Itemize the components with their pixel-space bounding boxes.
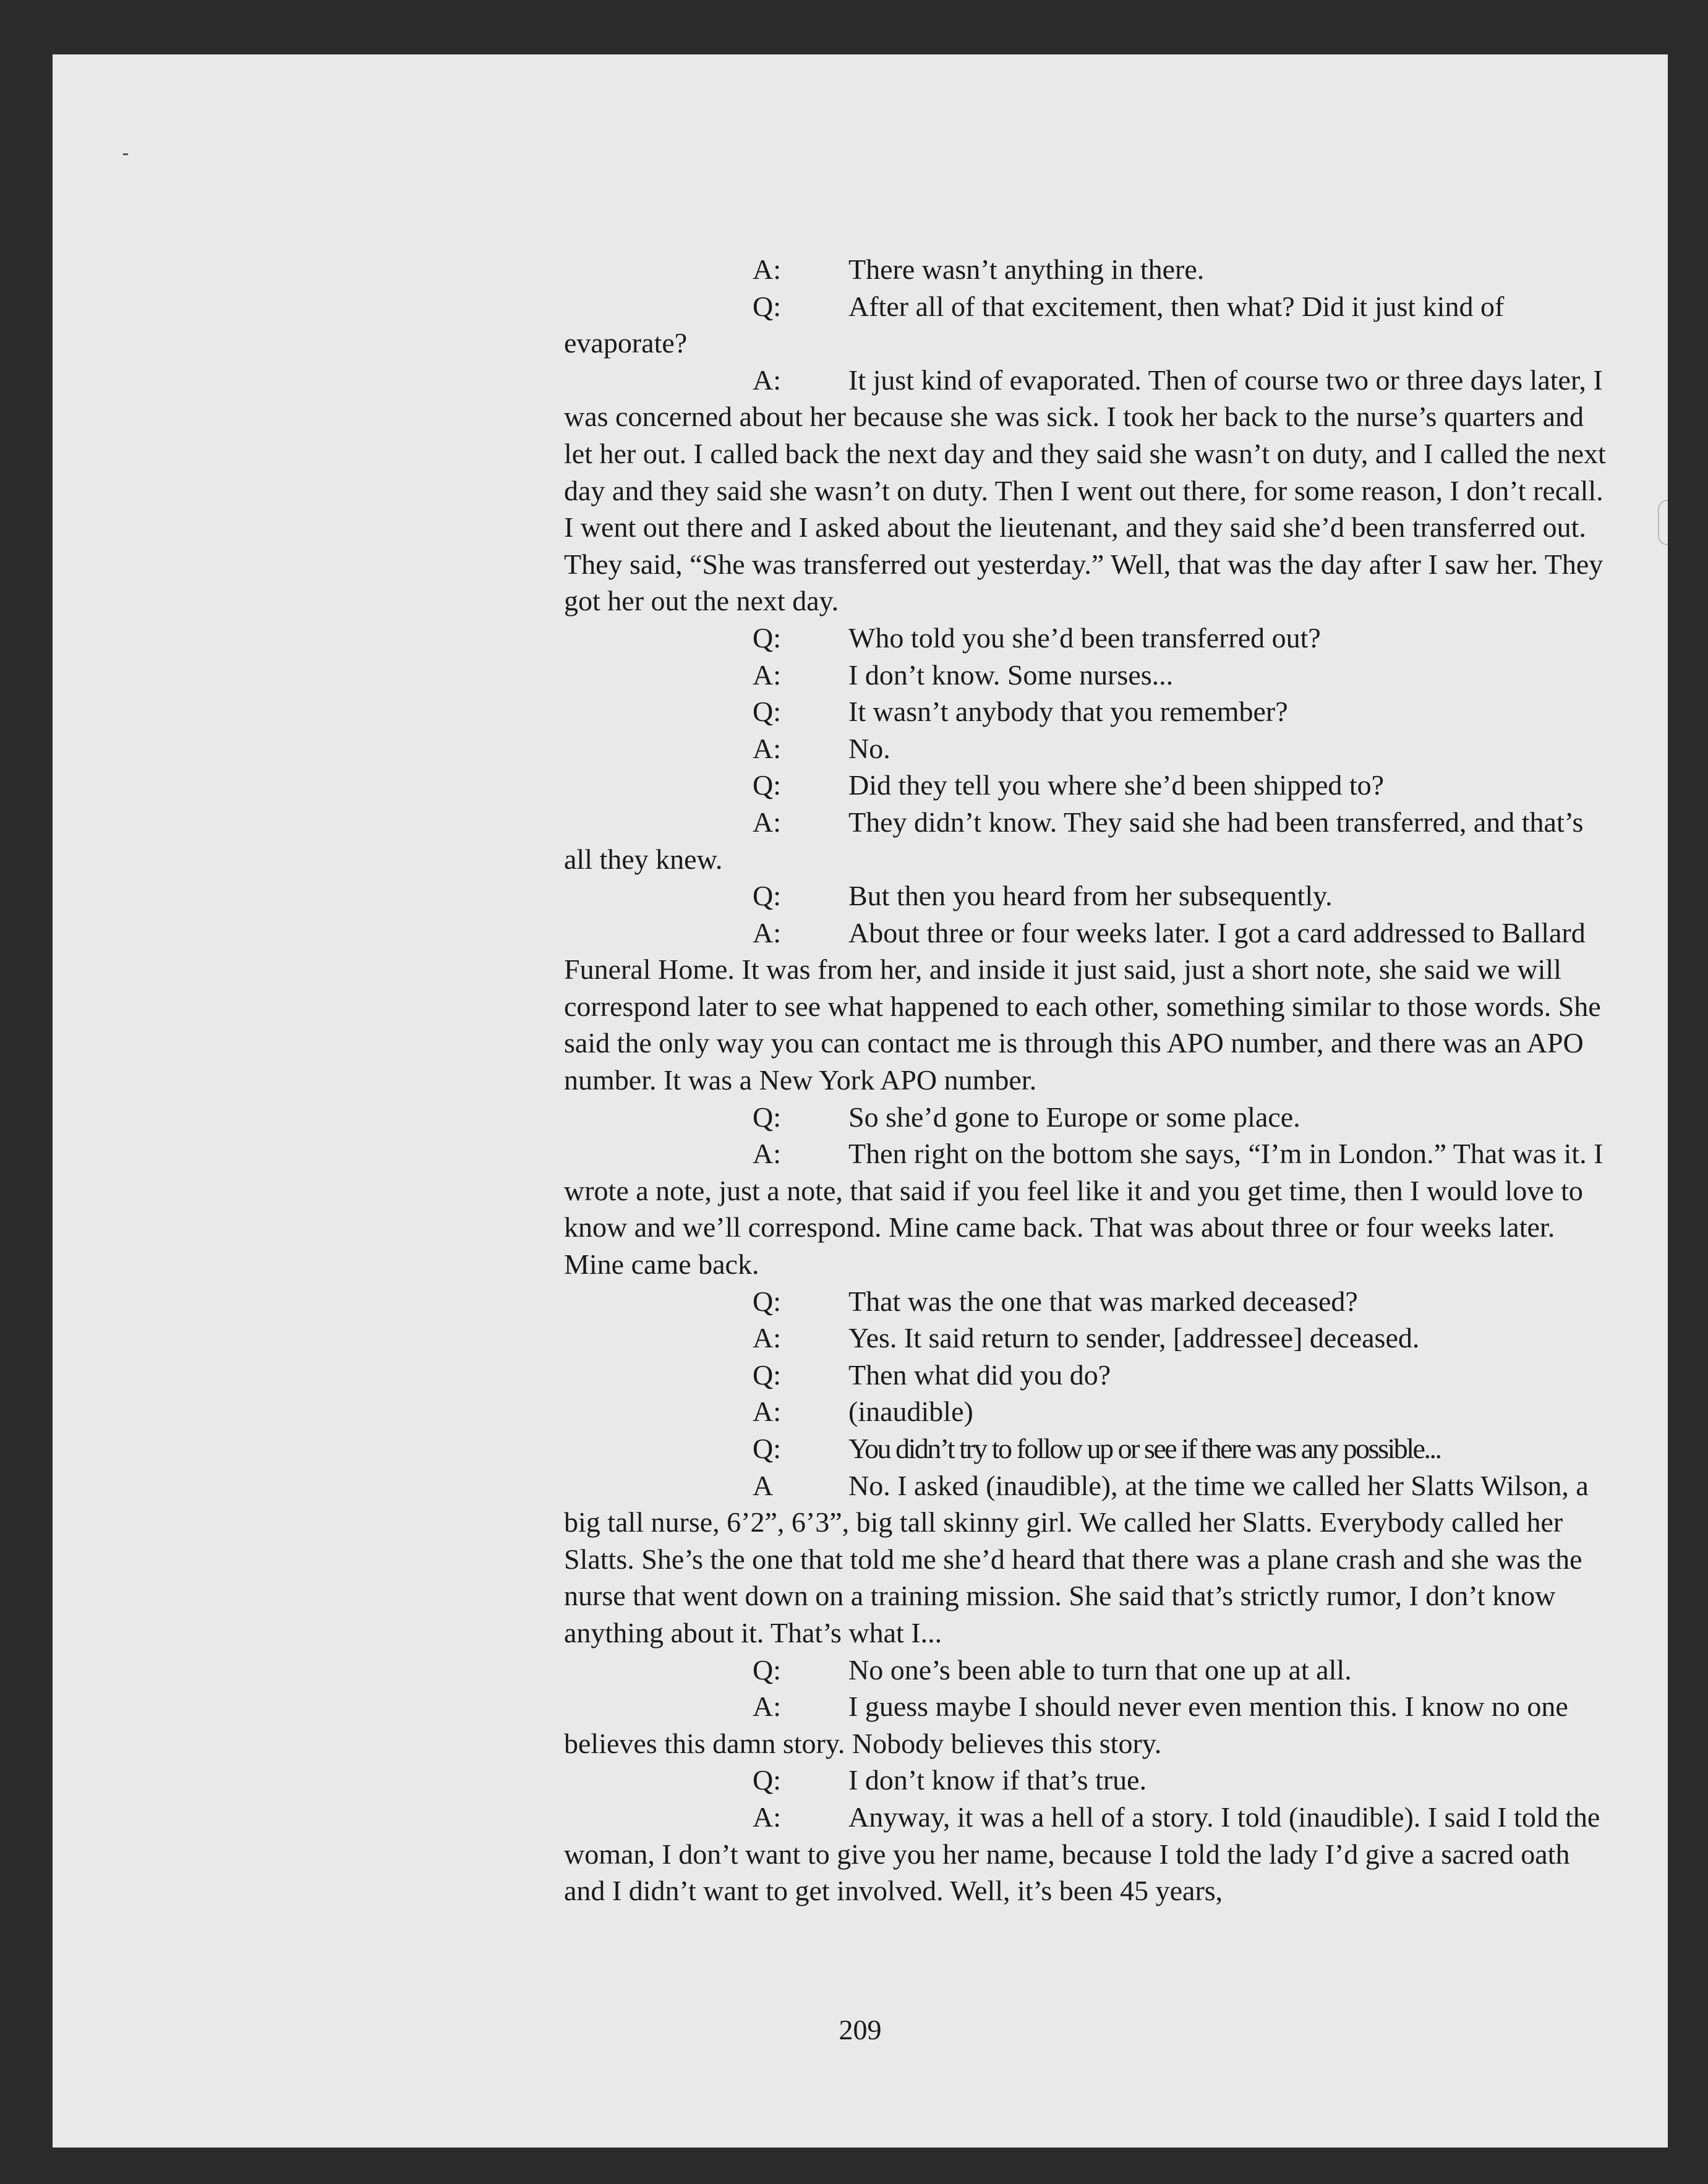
- transcript-entry: [564, 877, 1615, 915]
- speech-text: About three or four weeks later. I got a card addressed to Ballard Funeral Home. It was from her, and inside it just said, just a short note, she said we will correspond later to see what happened to each other, something similar to those words. She said the only way you can contact me is through this APO number, and there was an APO number. It was a New York APO number.: [564, 916, 1601, 1096]
- transcript-entry: [564, 362, 1615, 620]
- transcript-entry: [564, 1135, 1615, 1282]
- speaker-label: A:: [753, 1138, 781, 1170]
- speaker-label: Q:: [753, 1433, 781, 1464]
- speaker-label: Q:: [753, 769, 781, 801]
- speech-text: It just kind of evaporated. Then of course two or three days later, I was concerned about her because she was sick. I took her back to the nurse’s quarters and let her out. I called back the next day and they said she wasn’t on duty, and I called the next day and they said she wasn’t on duty. Then I went out there, for some reason, I don’t recall. I went out there and I asked about the lieutenant, and they said she’d been transferred out. They said, “She was transferred out yesterday.” Well, that was the day after I saw her. They got her out the next day.: [564, 364, 1606, 617]
- speech-text: I don’t know. Some nurses...: [848, 659, 1174, 691]
- transcript-entry: [564, 767, 1615, 804]
- transcript-entry: [564, 1393, 1615, 1430]
- speaker-label: Q:: [753, 1653, 781, 1686]
- transcript-entry: [564, 1799, 1615, 1909]
- transcript-entry: [564, 693, 1615, 730]
- transcript-entry: [564, 251, 1615, 288]
- speaker-label: Q:: [753, 696, 781, 728]
- transcript-entry: [564, 1283, 1615, 1320]
- speaker-label: A:: [753, 1691, 781, 1723]
- speaker-label: A:: [753, 1801, 781, 1833]
- speech-text: They didn’t know. They said she had been transferred, and that’s all they knew.: [564, 806, 1584, 875]
- speaker-label: Q:: [753, 621, 781, 654]
- speaker-label: A:: [753, 732, 781, 764]
- speech-text: Then right on the bottom she says, “I’m in London.” That was it. I wrote a note, just a note, that said if you feel like it and you get time, then I would love to know and we’ll correspond. Mine came back. That was about three or four weeks later. Mine came back.: [564, 1138, 1603, 1281]
- speaker-label: Q:: [753, 880, 781, 912]
- transcript-entry: [564, 1099, 1615, 1136]
- transcript-entry: [564, 1430, 1615, 1467]
- speaker-label: Q:: [753, 1359, 781, 1391]
- transcript-entry: [564, 620, 1615, 657]
- speech-text: Did they tell you where she’d been shipped to?: [848, 769, 1385, 801]
- transcript-entry: [564, 730, 1615, 767]
- speaker-label: Q:: [753, 290, 781, 322]
- speech-text: Yes. It said return to sender, [addressee] deceased.: [848, 1322, 1420, 1354]
- speaker-label: Q:: [753, 1764, 781, 1796]
- speech-text: That was the one that was marked deceased?: [848, 1285, 1358, 1317]
- speech-text: It wasn’t anybody that you remember?: [848, 696, 1288, 728]
- speech-text: Who told you she’d been transferred out?: [848, 621, 1321, 654]
- transcript-entry: [564, 804, 1615, 877]
- speaker-label: A: [753, 1469, 774, 1501]
- speech-text: I guess maybe I should never even mention this. I know no one believes this damn story. Nobody believes this story.: [564, 1691, 1568, 1759]
- speech-text: But then you heard from her subsequently.: [848, 880, 1333, 912]
- speech-text: No. I asked (inaudible), at the time we called her Slatts Wilson, a big tall nurse, 6’2”, 6’3”, big tall skinny girl. We called her Slatts. Everybody called her Slatts. She’s the one that told me she’d heard that there was a plane crash and she was the nurse that went down on a training mission. She said that’s strictly rumor, I don’t know anything about it. That’s what I...: [564, 1469, 1589, 1649]
- transcript-entry: [564, 915, 1615, 1099]
- transcript-entry: [564, 1762, 1615, 1799]
- transcript-entry: [564, 1320, 1615, 1357]
- transcript-body: [564, 251, 1615, 1909]
- page-number: 209: [839, 2014, 882, 2045]
- speech-text: (inaudible): [848, 1396, 973, 1428]
- scan-speck: [123, 153, 128, 155]
- speaker-label: Q:: [753, 1285, 781, 1317]
- speaker-label: A:: [753, 916, 781, 949]
- speech-text: I don’t know if that’s true.: [848, 1764, 1147, 1796]
- speaker-label: A:: [753, 1322, 781, 1354]
- speech-text: There wasn’t anything in there.: [848, 254, 1205, 285]
- speaker-label: A:: [753, 254, 781, 285]
- transcript-entry: [564, 1652, 1615, 1689]
- transcript-entry: [564, 1467, 1615, 1652]
- document-page: [53, 54, 1668, 2148]
- speaker-label: A:: [753, 1396, 781, 1428]
- speaker-label: A:: [753, 364, 781, 396]
- speaker-label: Q:: [753, 1101, 781, 1133]
- speech-text: Then what did you do?: [848, 1359, 1111, 1391]
- speech-text: After all of that excitement, then what? Did it just kind of evaporate?: [564, 290, 1505, 359]
- transcript-entry: [564, 288, 1615, 362]
- binding-hole-mark: [1658, 500, 1668, 545]
- speaker-label: A:: [753, 659, 781, 691]
- speech-text: Anyway, it was a hell of a story. I told (inaudible). I said I told the woman, I don’t want to give you her name, because I told the lady I’d give a sacred oath and I didn’t want to get involved. Well, it’s been 45 years,: [564, 1801, 1600, 1907]
- transcript-entry: [564, 1357, 1615, 1394]
- transcript-entry: [564, 657, 1615, 694]
- transcript-entry: [564, 1688, 1615, 1762]
- speech-text: No one’s been able to turn that one up at all.: [848, 1653, 1352, 1686]
- speech-text: No.: [848, 732, 890, 764]
- speaker-label: A:: [753, 806, 781, 838]
- speech-text: You didn’t try to follow up or see if there was any possible...: [848, 1433, 1441, 1464]
- speech-text: So she’d gone to Europe or some place.: [848, 1101, 1300, 1133]
